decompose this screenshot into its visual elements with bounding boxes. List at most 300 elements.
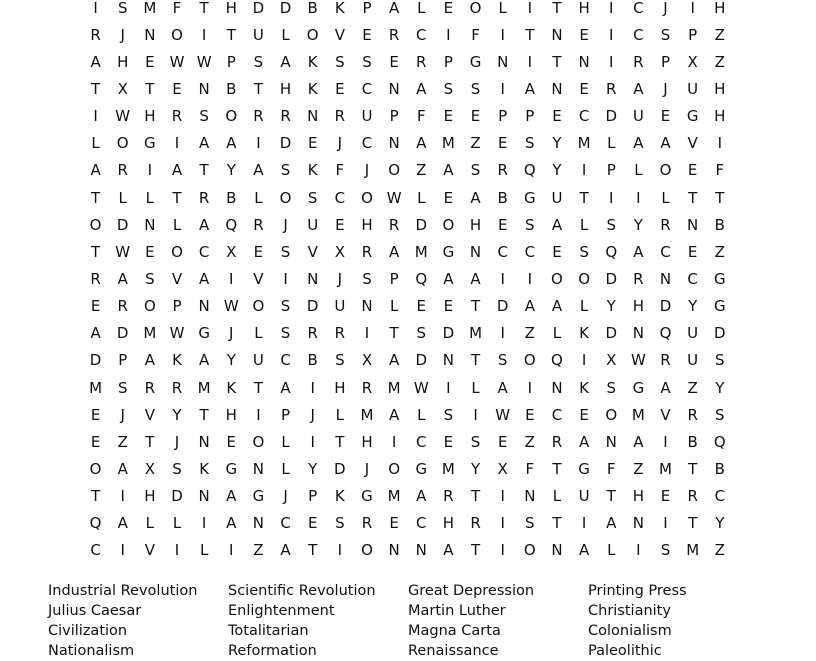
grid-cell[interactable]: N [605,432,617,451]
grid-cell[interactable]: H [144,487,156,506]
grid-cell[interactable]: K [307,52,318,71]
grid-cell[interactable]: R [334,107,346,126]
grid-cell[interactable]: S [416,324,427,343]
grid-cell[interactable]: C [416,432,427,451]
grid-cell[interactable]: E [335,215,345,234]
grid-cell[interactable]: E [552,242,562,261]
grid-cell[interactable]: L [634,161,643,180]
grid-cell[interactable]: I [391,432,397,451]
grid-cell[interactable]: Q [605,242,618,261]
grid-cell[interactable]: X [334,242,345,261]
grid-cell[interactable]: O [523,541,536,560]
grid-cell[interactable]: S [497,351,508,370]
grid-cell[interactable]: U [307,215,319,234]
grid-cell[interactable]: M [89,378,103,397]
grid-cell[interactable]: E [443,432,454,451]
grid-cell[interactable]: N [551,378,563,397]
grid-cell[interactable]: C [416,514,427,533]
grid-cell[interactable]: T [199,0,209,17]
grid-cell[interactable]: S [606,378,616,397]
grid-cell[interactable]: I [310,432,315,451]
grid-cell[interactable]: P [226,52,236,71]
grid-cell[interactable]: L [254,188,263,207]
grid-cell[interactable]: T [90,242,101,261]
grid-cell[interactable]: O [388,459,401,478]
grid-cell[interactable]: I [500,514,505,533]
grid-cell[interactable]: L [417,188,426,207]
grid-cell[interactable]: T [688,459,698,478]
grid-cell[interactable]: Z [470,134,481,153]
grid-cell[interactable]: A [633,242,644,261]
grid-cell[interactable]: T [552,459,562,478]
grid-cell[interactable]: F [172,0,182,17]
grid-cell[interactable]: O [605,405,618,424]
grid-cell[interactable]: N [551,541,563,560]
grid-cell[interactable]: B [226,188,237,207]
grid-cell[interactable]: A [90,161,101,180]
grid-cell[interactable]: K [579,324,590,343]
grid-cell[interactable]: M [686,541,700,560]
grid-cell[interactable]: E [362,25,372,44]
grid-cell[interactable]: A [226,134,237,153]
grid-cell[interactable]: J [120,25,125,44]
grid-cell[interactable]: S [660,25,671,44]
grid-cell[interactable]: A [280,541,291,560]
grid-cell[interactable]: X [117,79,128,98]
grid-cell[interactable]: H [714,79,726,98]
grid-cell[interactable]: L [417,405,426,424]
grid-cell[interactable]: R [361,514,373,533]
grid-cell[interactable]: R [198,188,210,207]
grid-cell[interactable]: N [388,541,400,560]
grid-cell[interactable]: M [387,378,401,397]
grid-cell[interactable]: Q [659,324,672,343]
grid-cell[interactable]: E [443,107,454,126]
grid-cell[interactable]: O [469,0,482,17]
grid-cell[interactable]: U [361,107,373,126]
grid-cell[interactable]: S [470,432,481,451]
grid-cell[interactable]: S [362,269,372,288]
grid-cell[interactable]: A [117,459,128,478]
grid-cell[interactable]: V [171,269,183,288]
grid-cell[interactable]: A [144,351,155,370]
grid-cell[interactable]: A [416,134,427,153]
grid-cell[interactable]: N [307,107,319,126]
grid-cell[interactable]: N [198,432,210,451]
grid-cell[interactable]: R [144,378,156,397]
grid-cell[interactable]: U [632,107,644,126]
grid-cell[interactable]: T [688,188,698,207]
grid-cell[interactable]: E [497,432,508,451]
grid-cell[interactable]: L [417,0,426,17]
grid-cell[interactable]: N [144,25,156,44]
grid-cell[interactable]: P [281,405,291,424]
grid-cell[interactable]: L [607,134,616,153]
grid-cell[interactable]: C [280,514,291,533]
grid-cell[interactable]: S [280,242,291,261]
grid-cell[interactable]: E [579,405,589,424]
grid-cell[interactable]: R [633,52,644,71]
grid-cell[interactable]: A [199,351,210,370]
grid-cell[interactable]: S [280,297,291,316]
grid-cell[interactable]: A [633,134,644,153]
grid-cell[interactable]: R [334,324,346,343]
grid-cell[interactable]: N [198,79,210,98]
grid-cell[interactable]: R [361,242,373,261]
grid-cell[interactable]: S [172,459,182,478]
grid-cell[interactable]: S [443,405,454,424]
grid-cell[interactable]: Z [253,541,264,560]
grid-cell[interactable]: I [446,378,451,397]
grid-cell[interactable]: A [470,269,481,288]
grid-cell[interactable]: I [500,487,505,506]
grid-cell[interactable]: I [581,351,587,370]
grid-cell[interactable]: M [441,134,455,153]
grid-cell[interactable]: U [334,297,346,316]
grid-cell[interactable]: A [253,161,264,180]
grid-cell[interactable]: T [470,351,481,370]
grid-cell[interactable]: J [120,405,125,424]
grid-cell[interactable]: U [687,324,699,343]
grid-cell[interactable]: O [578,269,590,288]
grid-cell[interactable]: Q [225,215,238,234]
grid-cell[interactable]: M [143,0,157,17]
grid-cell[interactable]: P [688,25,698,44]
grid-cell[interactable]: R [388,215,400,234]
grid-cell[interactable]: K [307,79,318,98]
grid-cell[interactable]: N [497,52,509,71]
grid-cell[interactable]: S [715,405,725,424]
grid-cell[interactable]: N [442,351,455,370]
grid-cell[interactable]: C [633,0,644,17]
grid-cell[interactable]: N [687,215,699,234]
grid-cell[interactable]: S [335,514,345,533]
grid-cell[interactable]: H [632,487,645,506]
grid-cell[interactable]: C [578,107,590,126]
grid-cell[interactable]: J [364,161,370,180]
grid-cell[interactable]: S [199,107,209,126]
grid-cell[interactable]: Y [552,134,562,153]
grid-cell[interactable]: J [174,432,180,451]
grid-cell[interactable]: U [687,351,699,370]
grid-cell[interactable]: R [90,269,101,288]
grid-cell[interactable]: K [307,161,318,180]
grid-cell[interactable]: F [606,459,616,478]
grid-cell[interactable]: G [686,107,699,126]
grid-cell[interactable]: H [442,514,455,533]
grid-cell[interactable]: N [144,215,156,234]
grid-cell[interactable]: U [687,79,699,98]
grid-cell[interactable]: Z [117,432,128,451]
grid-cell[interactable]: W [386,188,402,207]
grid-cell[interactable]: S [579,242,589,261]
grid-cell[interactable]: E [470,107,481,126]
grid-cell[interactable]: I [609,52,614,71]
grid-cell[interactable]: O [116,134,129,153]
grid-cell[interactable]: W [115,242,131,261]
grid-cell[interactable]: R [361,378,373,397]
grid-cell[interactable]: C [416,25,427,44]
grid-cell[interactable]: E [416,297,426,316]
grid-cell[interactable]: A [551,215,563,234]
grid-cell[interactable]: T [90,188,101,207]
grid-cell[interactable]: E [579,79,589,98]
grid-cell[interactable]: K [172,351,182,370]
grid-cell[interactable]: O [442,215,455,234]
grid-cell[interactable]: L [172,215,182,234]
grid-cell[interactable]: U [252,351,264,370]
grid-cell[interactable]: D [334,459,346,478]
grid-cell[interactable]: D [306,297,319,316]
grid-cell[interactable]: E [443,188,454,207]
grid-cell[interactable]: R [443,487,454,506]
grid-cell[interactable]: I [500,324,505,343]
grid-cell[interactable]: S [307,188,318,207]
grid-cell[interactable]: T [90,487,101,506]
grid-cell[interactable]: H [144,107,156,126]
grid-cell[interactable]: D [116,215,129,234]
grid-cell[interactable]: U [578,487,590,506]
grid-cell[interactable]: N [361,297,373,316]
grid-cell[interactable]: S [145,269,155,288]
grid-cell[interactable]: I [120,541,125,560]
grid-cell[interactable]: D [279,0,292,17]
grid-cell[interactable]: T [525,25,535,44]
grid-cell[interactable]: B [226,79,237,98]
grid-cell[interactable]: I [201,514,207,533]
grid-cell[interactable]: G [632,378,645,397]
grid-cell[interactable]: S [117,0,128,17]
grid-cell[interactable]: H [578,0,590,17]
grid-cell[interactable]: W [630,351,646,370]
grid-cell[interactable]: D [116,324,129,343]
grid-cell[interactable]: R [171,107,183,126]
grid-cell[interactable]: G [713,269,726,288]
grid-cell[interactable]: I [201,25,207,44]
grid-cell[interactable]: Z [714,242,725,261]
grid-cell[interactable]: I [609,188,614,207]
grid-cell[interactable]: G [524,188,536,207]
grid-cell[interactable]: E [145,52,155,71]
grid-cell[interactable]: W [495,405,511,424]
grid-cell[interactable]: W [196,52,212,71]
grid-cell[interactable]: R [253,107,264,126]
grid-cell[interactable]: I [663,514,668,533]
grid-cell[interactable]: G [442,242,455,261]
grid-cell[interactable]: M [631,405,645,424]
grid-cell[interactable]: I [527,269,533,288]
grid-cell[interactable]: A [551,297,563,316]
grid-cell[interactable]: N [388,134,400,153]
grid-cell[interactable]: O [89,459,102,478]
grid-cell[interactable]: I [256,134,261,153]
grid-cell[interactable]: K [334,487,345,506]
grid-cell[interactable]: O [143,297,156,316]
grid-cell[interactable]: A [470,188,481,207]
grid-cell[interactable]: E [307,514,318,533]
grid-cell[interactable]: S [335,52,345,71]
grid-cell[interactable]: T [579,188,589,207]
grid-cell[interactable]: N [388,79,400,98]
grid-cell[interactable]: O [279,188,292,207]
grid-cell[interactable]: H [334,378,346,397]
grid-cell[interactable]: F [525,459,535,478]
grid-cell[interactable]: A [90,324,101,343]
grid-cell[interactable]: A [660,378,671,397]
grid-cell[interactable]: L [281,432,290,451]
grid-cell[interactable]: C [660,242,671,261]
grid-cell[interactable]: N [551,25,563,44]
grid-cell[interactable]: D [279,134,292,153]
grid-cell[interactable]: I [337,541,343,560]
grid-cell[interactable]: L [145,514,155,533]
grid-cell[interactable]: T [226,25,236,44]
grid-cell[interactable]: P [389,269,399,288]
grid-cell[interactable]: B [687,432,698,451]
grid-cell[interactable]: H [469,215,482,234]
grid-cell[interactable]: Z [714,52,725,71]
grid-cell[interactable]: T [145,79,155,98]
grid-cell[interactable]: A [578,541,590,560]
grid-cell[interactable]: N [415,541,427,560]
grid-cell[interactable]: E [145,242,155,261]
grid-cell[interactable]: F [416,107,426,126]
grid-cell[interactable]: Q [551,351,563,370]
grid-cell[interactable]: J [229,324,234,343]
grid-cell[interactable]: R [660,215,671,234]
grid-cell[interactable]: L [254,324,263,343]
grid-cell[interactable]: K [334,0,345,17]
grid-cell[interactable]: A [171,161,183,180]
grid-cell[interactable]: S [470,79,481,98]
grid-cell[interactable]: I [609,25,614,44]
grid-cell[interactable]: U [551,188,563,207]
grid-cell[interactable]: T [688,514,698,533]
grid-cell[interactable]: R [117,297,128,316]
grid-cell[interactable]: T [389,324,399,343]
grid-cell[interactable]: N [469,242,482,261]
grid-cell[interactable]: C [633,25,644,44]
grid-cell[interactable]: T [253,378,263,397]
grid-cell[interactable]: I [256,405,261,424]
grid-cell[interactable]: L [389,297,399,316]
grid-cell[interactable]: S [362,52,372,71]
grid-cell[interactable]: I [636,541,641,560]
grid-cell[interactable]: E [443,0,454,17]
grid-cell[interactable]: X [361,351,373,370]
grid-cell[interactable]: E [253,242,264,261]
grid-cell[interactable]: H [632,297,645,316]
grid-cell[interactable]: E [497,134,508,153]
grid-cell[interactable]: T [253,79,263,98]
grid-cell[interactable]: I [500,541,505,560]
grid-cell[interactable]: S [470,161,481,180]
grid-cell[interactable]: Y [470,459,481,478]
grid-cell[interactable]: I [609,0,614,17]
grid-cell[interactable]: L [579,215,589,234]
grid-cell[interactable]: I [500,25,505,44]
grid-cell[interactable]: Y [715,514,725,533]
grid-cell[interactable]: C [280,351,291,370]
grid-cell[interactable]: X [144,459,155,478]
grid-cell[interactable]: E [335,79,345,98]
grid-cell[interactable]: G [713,297,726,316]
grid-cell[interactable]: E [90,297,101,316]
grid-cell[interactable]: L [281,25,290,44]
grid-cell[interactable]: T [199,405,209,424]
grid-cell[interactable]: P [362,0,372,17]
grid-cell[interactable]: I [527,0,533,17]
grid-cell[interactable]: M [577,134,591,153]
grid-cell[interactable]: G [225,459,238,478]
grid-cell[interactable]: T [308,541,318,560]
grid-cell[interactable]: N [632,514,644,533]
grid-cell[interactable]: H [279,79,292,98]
grid-cell[interactable]: W [169,324,185,343]
grid-cell[interactable]: R [687,487,698,506]
grid-cell[interactable]: V [334,25,345,44]
grid-cell[interactable]: S [117,378,128,397]
grid-cell[interactable]: R [388,25,400,44]
grid-cell[interactable]: T [470,297,481,316]
grid-cell[interactable]: E [389,514,399,533]
grid-cell[interactable]: Q [89,514,102,533]
grid-cell[interactable]: C [361,79,373,98]
grid-cell[interactable]: I [446,25,451,44]
grid-cell[interactable]: R [416,52,427,71]
grid-cell[interactable]: A [388,351,400,370]
grid-cell[interactable]: Y [606,297,616,316]
grid-cell[interactable]: A [199,215,210,234]
grid-cell[interactable]: I [93,107,98,126]
grid-cell[interactable]: B [307,351,318,370]
grid-cell[interactable]: A [443,161,454,180]
grid-cell[interactable]: O [523,351,536,370]
grid-cell[interactable]: Y [688,297,698,316]
grid-cell[interactable]: N [198,487,210,506]
grid-cell[interactable]: N [252,459,265,478]
grid-cell[interactable]: E [90,405,101,424]
grid-cell[interactable]: R [660,351,671,370]
grid-cell[interactable]: A [443,269,454,288]
grid-cell[interactable]: X [497,459,508,478]
grid-cell[interactable]: S [443,79,454,98]
grid-cell[interactable]: I [147,161,153,180]
grid-cell[interactable]: M [387,487,401,506]
grid-cell[interactable]: Y [226,161,236,180]
grid-cell[interactable]: C [90,541,101,560]
grid-cell[interactable]: X [226,242,237,261]
grid-cell[interactable]: L [661,188,670,207]
grid-cell[interactable]: X [606,351,617,370]
grid-cell[interactable]: B [714,215,725,234]
grid-cell[interactable]: A [524,297,535,316]
grid-cell[interactable]: Z [687,378,698,397]
grid-cell[interactable]: U [252,25,264,44]
grid-cell[interactable]: I [581,514,587,533]
grid-cell[interactable]: D [605,269,618,288]
grid-cell[interactable]: I [229,541,234,560]
grid-cell[interactable]: P [118,351,128,370]
grid-cell[interactable]: L [552,324,562,343]
grid-cell[interactable]: A [660,134,671,153]
grid-cell[interactable]: S [280,161,291,180]
grid-cell[interactable]: A [497,378,508,397]
grid-cell[interactable]: N [198,297,210,316]
grid-cell[interactable]: M [360,405,374,424]
grid-cell[interactable]: I [283,269,288,288]
grid-cell[interactable]: C [524,242,536,261]
